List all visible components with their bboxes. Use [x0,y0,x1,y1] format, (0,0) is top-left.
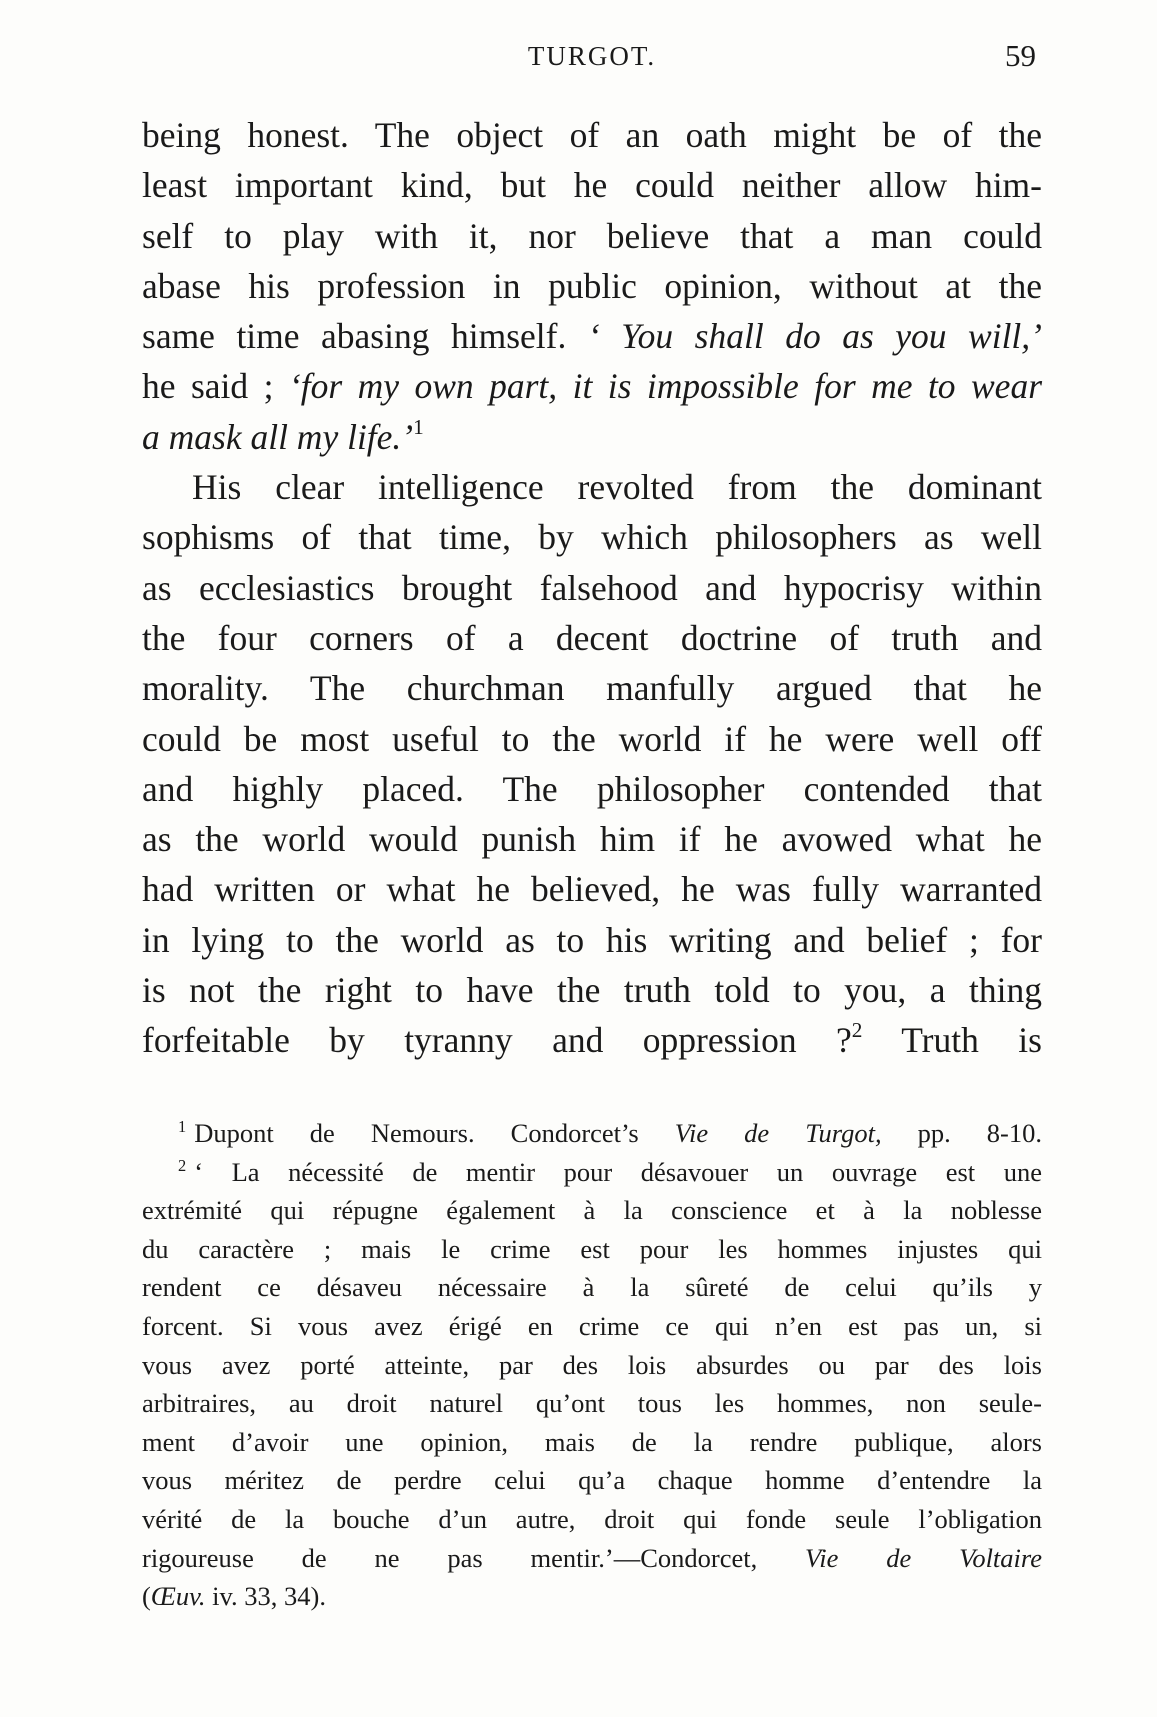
quoted-speech: ‘for my own part, it is impossible for me to wear [288,366,1043,407]
text-line: His clear intelligence revolted from the dominant [192,467,1042,508]
quoted-speech: ‘ You shall do as you will,’ [587,316,1042,357]
text-run: forfeitable by tyranny and oppression ? [142,1020,852,1061]
footnote-line: vous méritez de perdre celui qu’a chaque homme d’entendre la [142,1465,1042,1496]
text-line: as the world would punish him if he avowed what he [142,819,1042,860]
footnote-line: rendent ce désaveu nécessaire à la sûreté de celui qu’ils y [142,1272,1042,1303]
page-header [142,32,1042,80]
text-line: is not the right to have the truth told to you, a thing [142,970,1042,1011]
paragraph-1 [142,110,1042,462]
text-run: he said ; [142,366,289,407]
footnote-line [142,1577,1042,1616]
footnote-line: du caractère ; mais le crime est pour les hommes injustes qui [142,1233,1042,1264]
book-title: Vie de Voltaire [805,1542,1042,1573]
text-line [142,412,1042,462]
book-title: Œuv. [150,1581,206,1612]
main-text [142,110,1042,1066]
text-line: being honest. The object of an oath might be of the [142,115,1042,155]
footnote-2 [142,1153,1042,1616]
text-run: iv. 33, 34). [205,1581,326,1612]
text-run: ( [142,1581,151,1612]
text-line: had written or what he believed, he was fully warranted [142,869,1042,910]
text-line: and highly placed. The philosopher contended that [142,768,1042,809]
footnote-line [142,1114,1042,1153]
footnote-mark: 2 [178,1155,187,1175]
text-run: Dupont de Nemours. Condorcet’s [194,1118,675,1148]
text-run: same time abasing himself. [142,316,588,357]
text-run: ‘ La nécessité de mentir pour désavouer un ouvrage est une [194,1156,1042,1187]
text-line: least important kind, but he could neither allow him- [142,165,1042,206]
text-run: Truth is [862,1020,1042,1061]
text-line [142,311,1042,361]
footnote-mark: 1 [178,1117,187,1137]
book-title: Vie de Turgot, [674,1118,882,1148]
text-line: could be most useful to the world if he were well off [142,718,1042,759]
text-line: sophisms of that time, by which philosophers as well [142,517,1042,558]
text-run: pp. 8-10. [881,1118,1043,1148]
running-head: TURGOT. [527,41,657,71]
footnote-line: vous avez porté atteinte, par des lois absurdes ou par des lois [142,1349,1042,1380]
text-line: in lying to the world as to his writing and belief ; for [142,919,1042,960]
footnote-line: vérité de la bouche d’un autre, droit qui fonde seule l’obligation [142,1503,1042,1534]
page-number: 59 [1005,38,1036,73]
footnote-line: extrémité qui répugne également à la conscience et à la noblesse [142,1195,1042,1226]
text-run: rigoureuse de ne pas mentir.’—Condorcet, [142,1542,806,1573]
quoted-speech: a mask all my life.’ [142,416,414,457]
footnote-line [142,1539,1042,1578]
text-line: the four corners of a decent doctrine of truth and [142,617,1042,658]
footnotes [142,1114,1042,1616]
footnote-line: forcent. Si vous avez érigé en crime ce qui n’en est pas un, si [142,1310,1042,1341]
text-line [142,1015,1042,1065]
footnote-line [142,1153,1042,1192]
text-line: as ecclesiastics brought falsehood and hypocrisy within [142,567,1042,608]
footnote-ref: 1 [413,414,424,439]
paragraph-2 [142,462,1042,1066]
footnote-line: arbitraires, au droit naturel qu’ont tous les hommes, non seule- [142,1388,1042,1419]
text-line: morality. The churchman manfully argued that he [142,668,1042,709]
text-line: self to play with it, nor believe that a man could [142,215,1042,256]
footnote-line: ment d’avoir une opinion, mais de la rendre publique, alors [142,1426,1042,1457]
footnote-ref: 2 [851,1018,863,1043]
text-line: abase his profession in public opinion, without at the [142,265,1042,306]
text-line [142,361,1042,411]
footnote-1 [142,1114,1042,1153]
